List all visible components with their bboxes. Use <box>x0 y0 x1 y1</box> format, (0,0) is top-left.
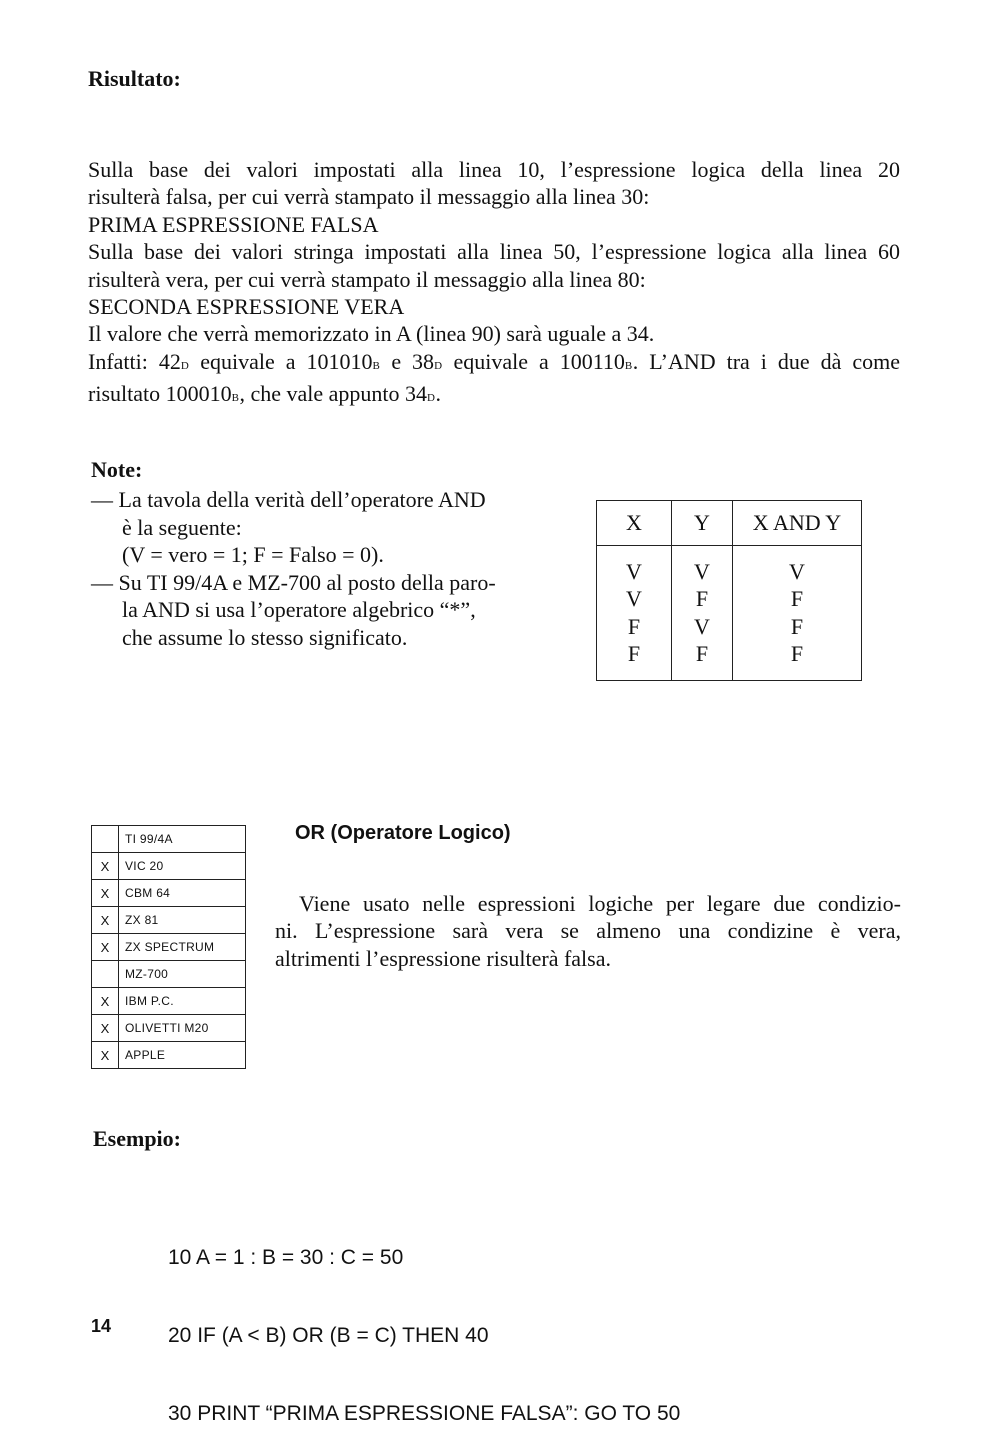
compat-machine: VIC 20 <box>119 853 246 880</box>
table-cell: F <box>733 586 862 614</box>
table-cell: V <box>733 546 862 586</box>
or-section-description <box>275 890 901 972</box>
note-line: (V = vero = 1; F = Falso = 0). <box>122 542 384 568</box>
truth-header-and: X AND Y <box>733 501 862 546</box>
note-line: — Su TI 99/4A e MZ-700 al posto della paro- <box>91 569 496 595</box>
table-cell: V <box>597 546 672 586</box>
code-line: 30 PRINT “PRIMA ESPRESSIONE FALSA”: GO TO 50 <box>168 1402 681 1425</box>
compat-mark: X <box>92 1015 119 1042</box>
code-line: 20 IF (A < B) OR (B = C) THEN 40 <box>168 1324 489 1347</box>
table-cell: V <box>672 613 733 641</box>
table-cell: F <box>672 586 733 614</box>
compat-mark: X <box>92 988 119 1015</box>
notes-heading: Note: <box>91 457 143 482</box>
example-heading: Esempio: <box>93 1126 181 1151</box>
compat-machine: ZX SPECTRUM <box>119 934 246 961</box>
truth-table-header <box>597 501 862 546</box>
page-number: 14 <box>91 1316 112 1336</box>
result-line-8 <box>88 348 900 380</box>
table-row <box>597 546 862 586</box>
compat-row <box>92 1042 246 1069</box>
result-line-4: Sulla base dei valori stringa impostati alla linea 50, l’espressione logica alla linea 60 <box>88 239 900 265</box>
compat-mark: X <box>92 934 119 961</box>
result-line-1: Sulla base dei valori impostati alla linea 10, l’espressione logica della linea 20 <box>88 157 900 182</box>
compat-machine: CBM 64 <box>119 880 246 907</box>
compat-mark: X <box>92 880 119 907</box>
table-row <box>597 613 862 641</box>
table-cell: V <box>672 546 733 586</box>
result-line-8-d: equivale a 100110 <box>442 348 625 374</box>
compat-machine: TI 99/4A <box>119 826 246 853</box>
or-section-title: OR (Operatore Logico) <box>295 822 511 844</box>
result-line-8-a: Infatti: 42 <box>88 348 181 374</box>
or-line-2: ni. L’espressione sarà vera se almeno una condizine è vera, <box>275 918 901 944</box>
result-line-8-c: e 38 <box>380 348 435 374</box>
result-heading: Risultato: <box>88 66 181 91</box>
result-line-8-e: . L’AND tra i due dà come <box>632 348 900 374</box>
or-line-1: Viene usato nelle espressioni logiche per legare due condizio- <box>299 891 901 916</box>
compat-machine: OLIVETTI M20 <box>119 1015 246 1042</box>
compat-mark: X <box>92 853 119 880</box>
truth-header-y: Y <box>672 501 733 546</box>
table-cell: F <box>672 641 733 681</box>
subscript-binary: B <box>624 359 633 372</box>
result-line-8-b: equivale a 101010 <box>189 348 373 374</box>
compat-mark <box>92 961 119 988</box>
code-line: 10 A = 1 : B = 30 : C = 50 <box>168 1246 404 1269</box>
compat-mark <box>92 826 119 853</box>
table-cell: F <box>597 641 672 681</box>
subscript-decimal: D <box>427 392 436 405</box>
result-line-3: PRIMA ESPRESSIONE FALSA <box>88 211 379 237</box>
code-listing <box>168 1193 680 1453</box>
subscript-binary: B <box>231 392 240 405</box>
note-line: che assume lo stesso significato. <box>122 624 408 650</box>
result-line-6: SECONDA ESPRESSIONE VERA <box>88 294 405 320</box>
table-cell: V <box>597 586 672 614</box>
truth-table <box>596 500 862 681</box>
result-line-7: Il valore che verrà memorizzato in A (linea 90) sarà uguale a 34. <box>88 321 655 347</box>
table-cell: F <box>733 641 862 681</box>
table-row <box>597 641 862 681</box>
result-line-5: risulterà vera, per cui verrà stampato il messaggio alla linea 80: <box>88 266 646 292</box>
compat-row <box>92 988 246 1015</box>
result-paragraph <box>88 156 900 413</box>
compat-machine: APPLE <box>119 1042 246 1069</box>
table-cell: F <box>597 613 672 641</box>
note-line: la AND si usa l’operatore algebrico “*”, <box>122 597 476 623</box>
compat-row <box>92 826 246 853</box>
or-line-3: altrimenti l’espressione risulterà falsa. <box>275 945 611 971</box>
subscript-binary: B <box>372 359 381 372</box>
compat-row <box>92 934 246 961</box>
table-row <box>597 586 862 614</box>
subscript-decimal: D <box>180 359 190 372</box>
compat-row <box>92 907 246 934</box>
compat-row <box>92 853 246 880</box>
note-line: è la seguente: <box>122 514 242 540</box>
compat-machine: MZ-700 <box>119 961 246 988</box>
result-line-9 <box>88 380 900 412</box>
notes-list <box>91 486 496 652</box>
compat-machine: ZX 81 <box>119 907 246 934</box>
compat-mark: X <box>92 1042 119 1069</box>
compat-row <box>92 961 246 988</box>
subscript-decimal: D <box>434 359 443 372</box>
result-line-9-a: risultato 100010 <box>88 381 232 407</box>
compat-mark: X <box>92 907 119 934</box>
table-cell: F <box>733 613 862 641</box>
compatibility-table <box>91 825 246 1069</box>
compat-row <box>92 880 246 907</box>
result-line-9-b: , che vale appunto 34 <box>239 381 428 407</box>
truth-header-x: X <box>597 501 672 546</box>
compat-row <box>92 1015 246 1042</box>
note-line: — La tavola della verità dell’operatore AND <box>91 487 486 512</box>
compat-machine: IBM P.C. <box>119 988 246 1015</box>
result-line-9-c: . <box>435 381 441 407</box>
result-line-2: risulterà falsa, per cui verrà stampato il messaggio alla linea 30: <box>88 184 650 210</box>
